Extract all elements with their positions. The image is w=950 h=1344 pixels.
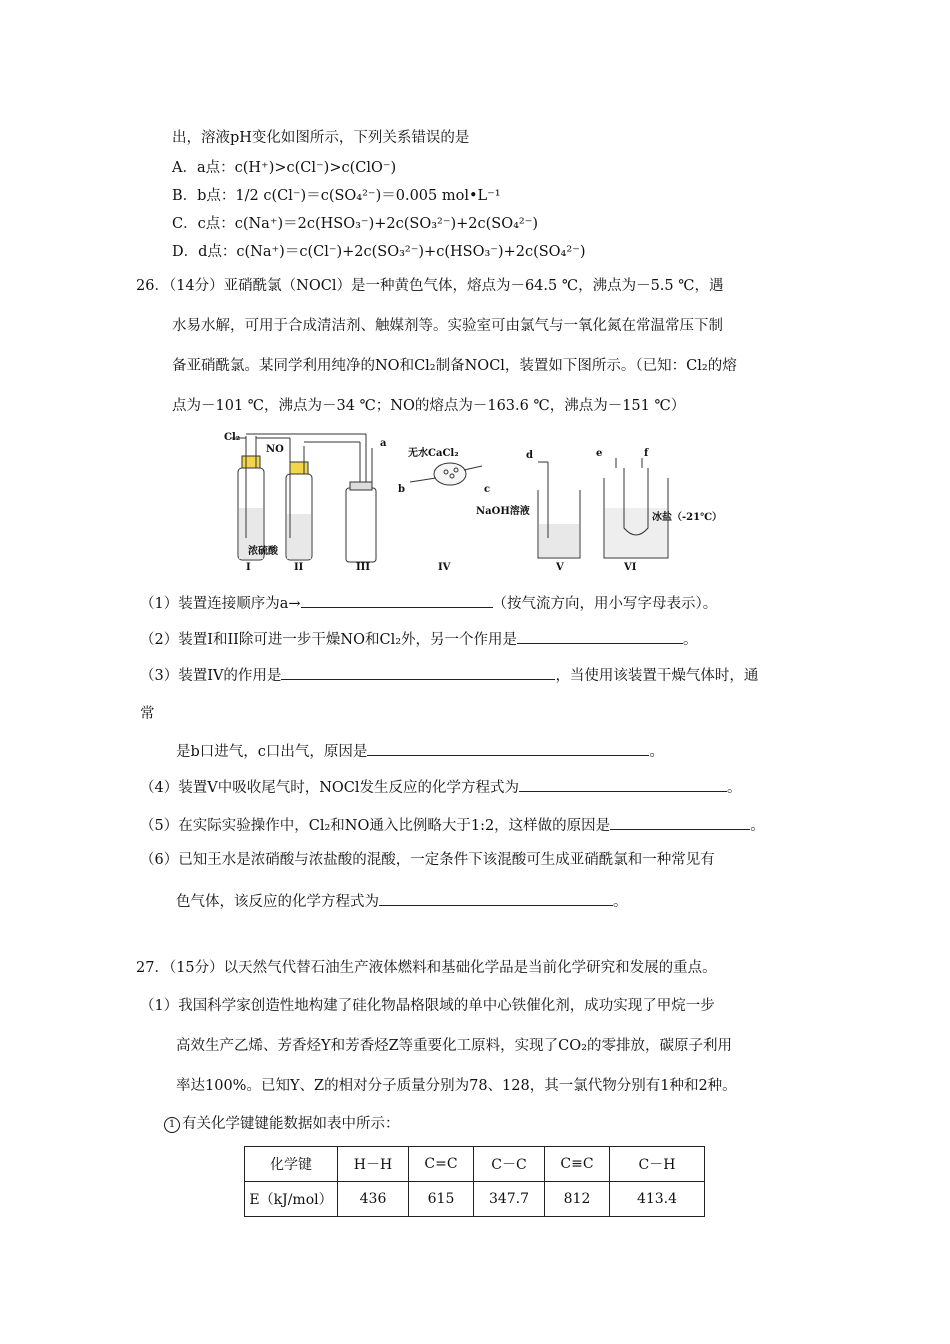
device-label-6: VI [624, 562, 637, 573]
apparatus-figure [220, 428, 740, 574]
q26-line2: 水易水解，可用于合成清洁剂、触媒剂等。实验室可由氯气与一氧化氮在常温常压下制 [172, 318, 723, 334]
q26-sub4: （4）装置V中吸收尾气时，NOCl发生反应的化学方程式为 。 [140, 776, 742, 798]
bond-energy-table [244, 1146, 705, 1217]
q27-sub1-line2: 高效生产乙烯、芳香烃Y和芳香烃Z等重要化工原料，实现了CO₂的零排放，碳原子利用 [176, 1038, 732, 1054]
q27-sub1-line1: （1）我国科学家创造性地构建了硅化物晶格限域的单中心铁催化剂，成功实现了甲烷一步 [140, 998, 715, 1014]
answer-blank-5[interactable] [610, 814, 750, 830]
table-cell: 615 [409, 1182, 474, 1217]
answer-blank-3b[interactable] [367, 740, 649, 756]
port-c: c [484, 484, 491, 495]
table-header-cell: C－C [474, 1147, 545, 1182]
q25-option-c: C．c点：c(Na⁺)＝2c(HSO₃⁻)+2c(SO₃²⁻)+2c(SO₄²⁻) [172, 216, 539, 232]
q25-intro: 出，溶液pH变化如图所示，下列关系错误的是 [172, 130, 470, 146]
q26-sub2: （2）装置I和II除可进一步干燥NO和Cl₂外，另一个作用是 。 [140, 628, 698, 650]
table-header-row [245, 1147, 705, 1182]
q27-sub1-line3: 率达100%。已知Y、Z的相对分子质量分别为78、128，其一氯代物分别有1种和2种。 [176, 1078, 737, 1094]
port-e: e [596, 448, 603, 459]
device-label-2: II [294, 562, 304, 573]
table-header-cell: C≡C [545, 1147, 610, 1182]
port-d: d [526, 450, 533, 461]
q26-sub1: （1）装置连接顺序为a→ （按气流方向，用小写字母表示）。 [140, 592, 717, 614]
device-label-5: V [556, 562, 564, 573]
label-cl2: Cl₂ [224, 432, 241, 443]
answer-blank-6[interactable] [379, 890, 613, 906]
label-no: NO [266, 444, 284, 455]
answer-blank-4[interactable] [519, 776, 727, 792]
circled-number: 1 [164, 1117, 180, 1133]
q27-line1: 27．（15分）以天然气代替石油生产液体燃料和基础化学品是当前化学研究和发展的重点。 [136, 960, 717, 976]
table-cell: 436 [338, 1182, 409, 1217]
label-cacl2: 无水CaCl₂ [408, 448, 459, 459]
q26-line4: 点为－101 ℃，沸点为－34 ℃；NO的熔点为－163.6 ℃，沸点为－151 ℃） [172, 398, 686, 414]
port-a: a [380, 438, 387, 449]
table-row [245, 1182, 705, 1217]
q27-item1: 1 有关化学键键能数据如表中所示： [164, 1114, 400, 1134]
q26-line1: 26．（14分）亚硝酰氯（NOCl）是一种黄色气体，熔点为－64.5 ℃，沸点为－5.5 ℃，遇 [136, 278, 724, 294]
table-header-cell: C－H [610, 1147, 705, 1182]
label-h2so4: 浓硫酸 [248, 546, 278, 557]
port-f: f [644, 448, 649, 459]
label-ice: 冰盐（-21℃） [652, 512, 723, 523]
q26-sub3-wrap: 常 [140, 706, 155, 722]
q25-option-d: D．d点：c(Na⁺)＝c(Cl⁻)+2c(SO₃²⁻)+c(HSO₃⁻)+2c(SO₄²⁻) [172, 244, 586, 260]
q26-sub6-cont: 色气体，该反应的化学方程式为 。 [176, 890, 628, 912]
table-row-label: E（kJ/mol） [245, 1182, 338, 1217]
q26-sub3-cont: 是b口进气，c口出气，原因是 。 [176, 740, 664, 762]
answer-blank-2[interactable] [517, 628, 683, 644]
answer-blank-3a[interactable] [281, 664, 555, 680]
apparatus-drawing [220, 428, 740, 574]
table-cell: 413.4 [610, 1182, 705, 1217]
port-b: b [398, 484, 405, 495]
table-cell: 347.7 [474, 1182, 545, 1217]
table-header-cell: C=C [409, 1147, 474, 1182]
answer-blank-1[interactable] [301, 592, 493, 608]
q26-sub5: （5）在实际实验操作中，Cl₂和NO通入比例略大于1:2，这样做的原因是 。 [140, 814, 765, 836]
q25-option-b: B．b点：1/2 c(Cl⁻)＝c(SO₄²⁻)＝0.005 mol•L⁻¹ [172, 188, 501, 204]
label-naoh: NaOH溶液 [476, 506, 530, 517]
q26-sub3: （3）装置IV的作用是 ，当使用该装置干燥气体时，通 [140, 664, 758, 686]
table-header-cell: H－H [338, 1147, 409, 1182]
device-label-1: I [246, 562, 251, 573]
device-label-3: III [356, 562, 371, 573]
table-header-cell: 化学键 [245, 1147, 338, 1182]
q26-line3: 备亚硝酰氯。某同学利用纯净的NO和Cl₂制备NOCl，装置如下图所示。（已知：Cl₂的熔 [172, 358, 737, 374]
table-cell: 812 [545, 1182, 610, 1217]
q25-option-a: A．a点：c(H⁺)>c(Cl⁻)>c(ClO⁻) [172, 160, 397, 176]
device-label-4: IV [438, 562, 451, 573]
q26-sub6: （6）已知王水是浓硝酸与浓盐酸的混酸，一定条件下该混酸可生成亚硝酰氯和一种常见有 [140, 852, 715, 868]
